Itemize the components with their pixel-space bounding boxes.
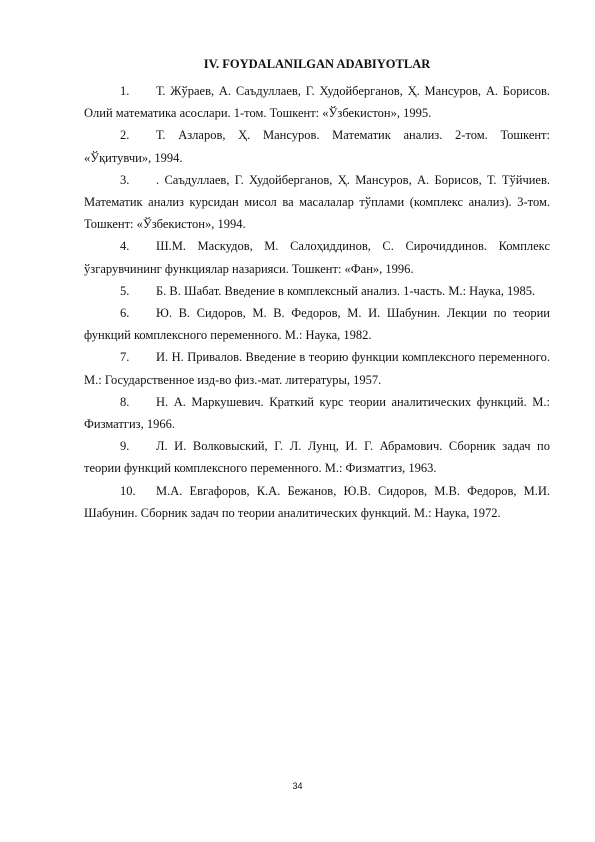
reference-text: Ю. В. Сидоров, М. В. Федоров, М. И. Шабунин. Лекции по теории функций комплексного переменного. М.: Наука, 1982.	[84, 306, 550, 343]
reference-item	[84, 480, 550, 524]
reference-item	[84, 302, 550, 346]
reference-item	[84, 435, 550, 479]
reference-text: Ш.М. Маскудов, М. Салоҳиддинов, С. Сирочиддинов. Комплекс ўзгарувчининг функциялар назарияси. Тошкент: «Фан», 1996.	[84, 239, 550, 276]
reference-text: . Саъдуллаев, Г. Худойберганов, Ҳ. Мансуров, А. Борисов, Т. Тўйчиев. Математик анализ курсидан мисол ва масалалар тўплами (комплекс анализ). 3-том. Тошкент: «Ўзбекистон», 1994.	[84, 172, 550, 232]
reference-number: 10.	[120, 483, 136, 498]
reference-item	[84, 391, 550, 435]
reference-text: И. Н. Привалов. Введение в теорию функции комплексного переменного. М.: Государственное изд-во физ.-мат. литературы, 1957.	[84, 350, 550, 387]
reference-text: Т. Жўраев, А. Саъдуллаев, Г. Худойберганов, Ҳ. Мансуров, А. Борисов. Олий математика асослари. 1-том. Тошкент: «Ўзбекистон», 1995.	[84, 84, 550, 121]
reference-number: 2.	[120, 128, 130, 143]
reference-number: 4.	[120, 239, 130, 254]
reference-item	[84, 235, 550, 279]
page-title: IV. FOYDALANILGAN ADABIYOTLAR	[203, 57, 431, 71]
reference-item	[84, 124, 550, 168]
reference-item	[84, 169, 550, 236]
reference-number: 3.	[120, 172, 130, 187]
reference-number: 5.	[120, 283, 130, 298]
reference-number: 8.	[120, 394, 130, 409]
reference-text: Б. В. Шабат. Введение в комплексный анализ. 1-часть. М.: Наука, 1985.	[156, 283, 536, 298]
reference-text: Н. А. Маркушевич. Краткий курс теории аналитических функций. М.: Физматгиз, 1966.	[84, 394, 550, 432]
reference-list	[84, 80, 550, 524]
reference-number: 9.	[120, 439, 130, 454]
reference-number: 7.	[120, 350, 130, 365]
reference-number: 1.	[120, 84, 130, 98]
page-number: 34	[292, 781, 303, 791]
reference-number: 6.	[120, 306, 130, 321]
reference-item	[84, 80, 550, 124]
reference-text: Л. И. Волковыский, Г. Л. Лунц, И. Г. Абрамович. Сборник задач по теории функций комплексного переменного. М.: Физматгиз, 1963.	[84, 439, 550, 476]
reference-text: М.А. Евгафоров, К.А. Бежанов, Ю.В. Сидоров, М.В. Федоров, М.И. Шабунин. Сборник задач по теории аналитических функций. М.: Наука, 1972.	[84, 483, 550, 520]
reference-item	[84, 346, 550, 390]
reference-text: Т. Азларов, Ҳ. Мансуров. Математик анализ. 2-том. Тошкент: «Ўқитувчи», 1994.	[84, 128, 550, 165]
reference-item	[84, 280, 550, 302]
